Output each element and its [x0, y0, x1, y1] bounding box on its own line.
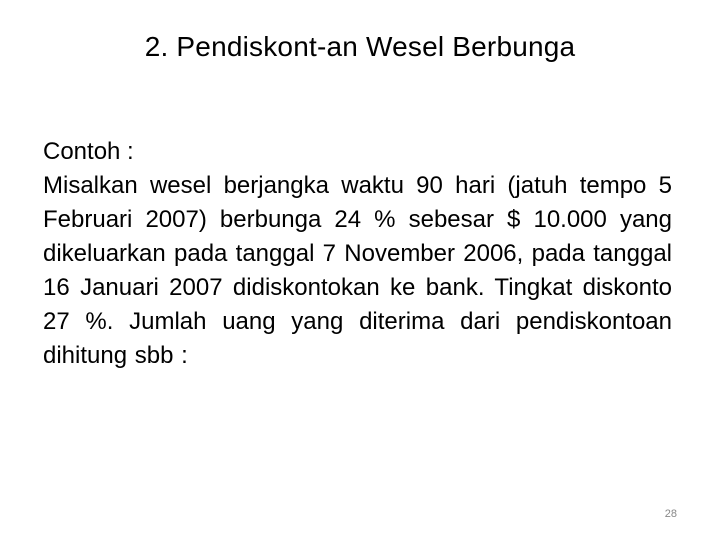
slide-body	[43, 135, 672, 373]
example-paragraph: Misalkan wesel berjangka waktu 90 hari (jatuh tempo 5 Februari 2007) berbunga 24 % sebesar $ 10.000 yang dikeluarkan pada tanggal 7 November 2006, pada tanggal 16 Januari 2007 didiskontokan ke bank. Tingkat diskonto 27 %. Jumlah uang yang diterima dari pendiskontoan dihitung sbb :	[43, 172, 672, 369]
page-number: 28	[664, 508, 677, 520]
example-label: Contoh :	[43, 138, 134, 165]
slide-title: 2. Pendiskont-an Wesel Berbunga	[144, 31, 576, 62]
